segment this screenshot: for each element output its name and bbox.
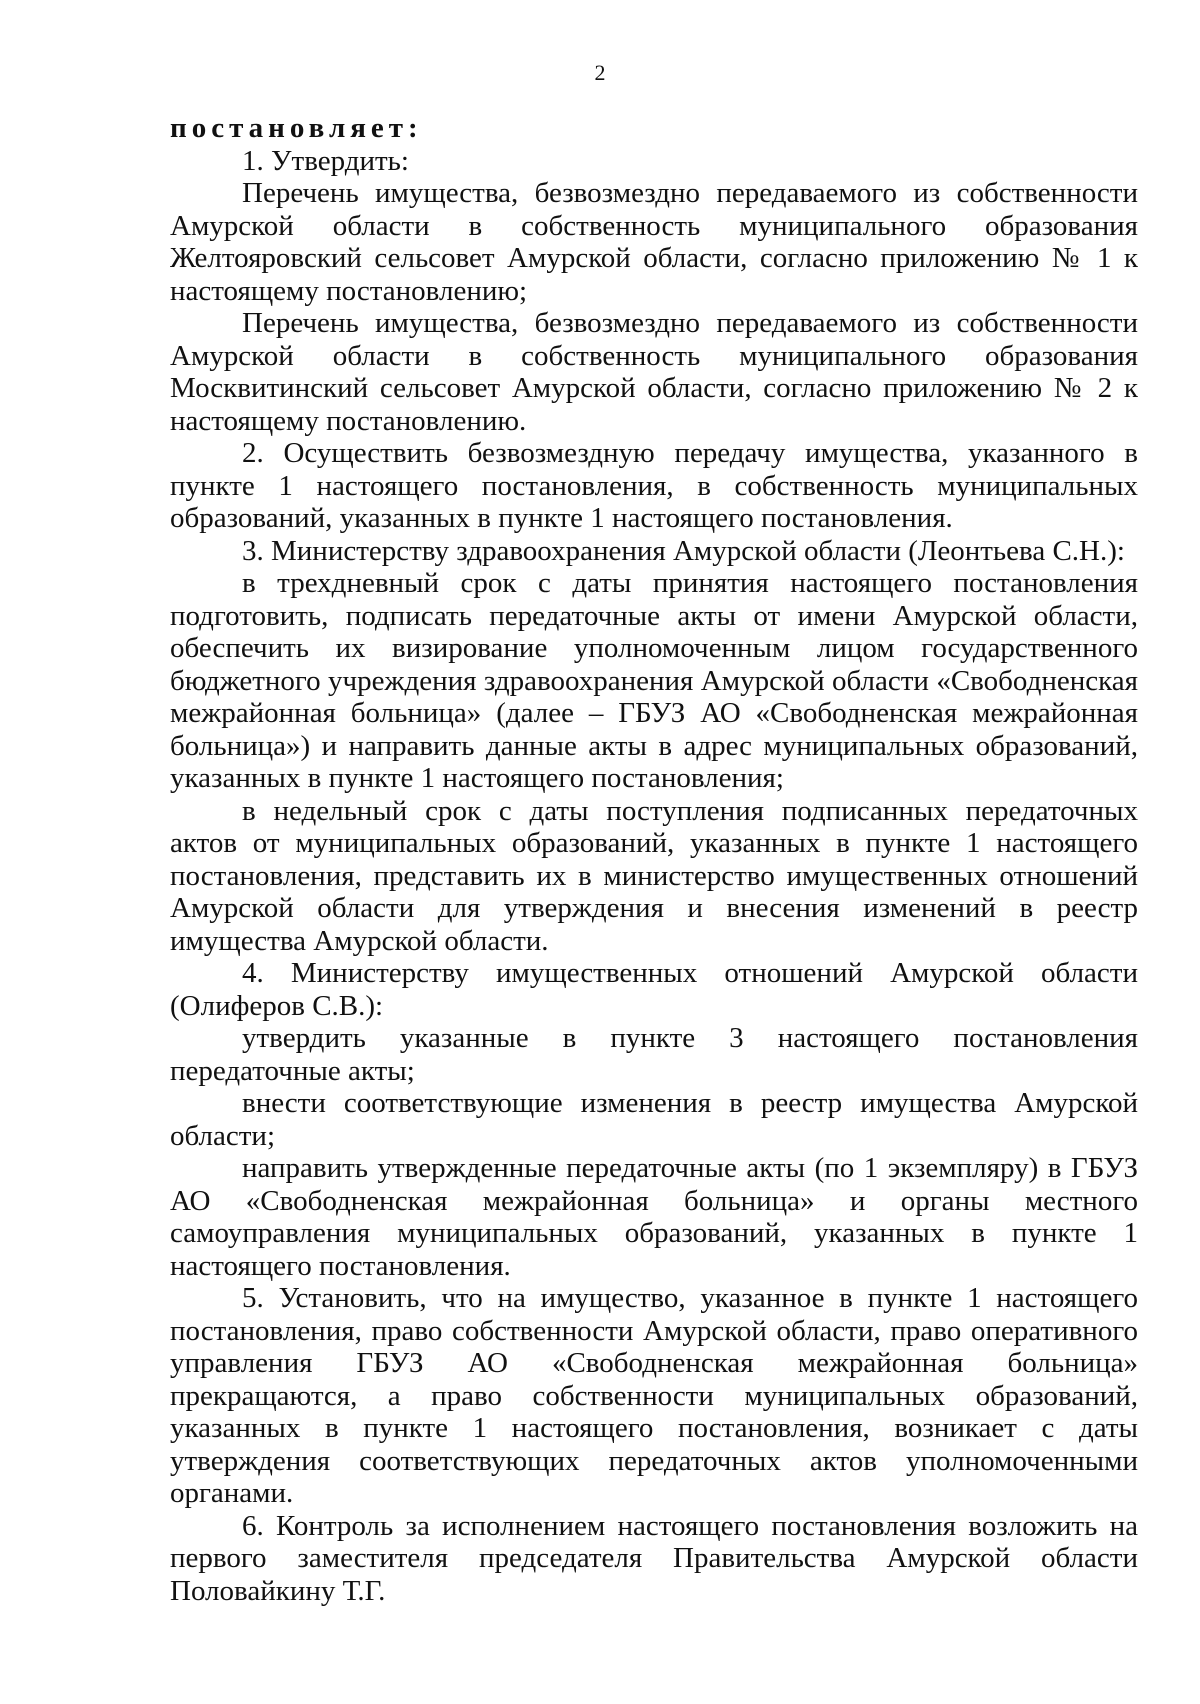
decree-heading: постановляет: bbox=[170, 112, 423, 144]
paragraph-3-item-1: в трехдневный срок с даты принятия настоящего постановления подготовить, подписать передаточные акты от имени Амурской области, обеспечить их визирование уполномоченным лицом государственного бюджетного учреждения здравоохранения Амурской области «Свободненская межрайонная больница» (далее – ГБУЗ АО «Свободненская межрайонная больница») и направить данные акты в адрес муниципальных образований, указанных в пункте 1 настоящего постановления; bbox=[170, 567, 1138, 794]
paragraph-2: 2. Осуществить безвозмездную передачу имущества, указанного в пункте 1 настоящего постановления, в собственность муниципальных образований, указанных в пункте 1 настоящего постановления. bbox=[170, 437, 1138, 534]
paragraph-4-item-1: утвердить указанные в пункте 3 настоящего постановления передаточные акты; bbox=[170, 1022, 1138, 1087]
paragraph-1: 1. Утвердить: bbox=[242, 144, 409, 177]
paragraph-3-item-2: в недельный срок с даты поступления подписанных передаточных актов от муниципальных образований, указанных в пункте 1 настоящего постановления, представить их в министерство имущественных отношений Амурской области для утверждения и внесения изменений в реестр имущества Амурской области. bbox=[170, 794, 1138, 957]
paragraph-3: 3. Министерству здравоохранения Амурской области (Леонтьева С.Н.): bbox=[242, 534, 1125, 567]
paragraph-4-item-2: внести соответствующие изменения в реестр имущества Амурской области; bbox=[170, 1087, 1138, 1152]
paragraph-1-list-moskvitinsky: Перечень имущества, безвозмездно передаваемого из собственности Амурской области в собственность муниципального образования Москвитинский сельсовет Амурской области, согласно приложению № 2 к настоящему постановлению. bbox=[170, 307, 1138, 437]
paragraph-5: 5. Установить, что на имущество, указанное в пункте 1 настоящего постановления, право собственности Амурской области, право оперативного управления ГБУЗ АО «Свободненская межрайонная больница» прекращаются, а право собственности муниципальных образований, указанных в пункте 1 настоящего постановления, возникает с даты утверждения соответствующих передаточных актов уполномоченными органами. bbox=[170, 1282, 1138, 1509]
paragraph-4: 4. Министерству имущественных отношений Амурской области (Олиферов С.В.): bbox=[170, 957, 1138, 1022]
paragraph-4-item-3: направить утвержденные передаточные акты (по 1 экземпляру) в ГБУЗ АО «Свободненская межрайонная больница» и органы местного самоуправления муниципальных образований, указанных в пункте 1 настоящего постановления. bbox=[170, 1152, 1138, 1282]
document-body bbox=[170, 112, 1138, 1607]
page-number: 2 bbox=[594, 60, 606, 85]
paragraph-1-list-zheltoyarovsky: Перечень имущества, безвозмездно передаваемого из собственности Амурской области в собственность муниципального образования Желтояровский сельсовет Амурской области, согласно приложению № 1 к настоящему постановлению; bbox=[170, 177, 1138, 307]
paragraph-6: 6. Контроль за исполнением настоящего постановления возложить на первого заместителя председателя Правительства Амурской области Половайкину Т.Г. bbox=[170, 1509, 1138, 1607]
